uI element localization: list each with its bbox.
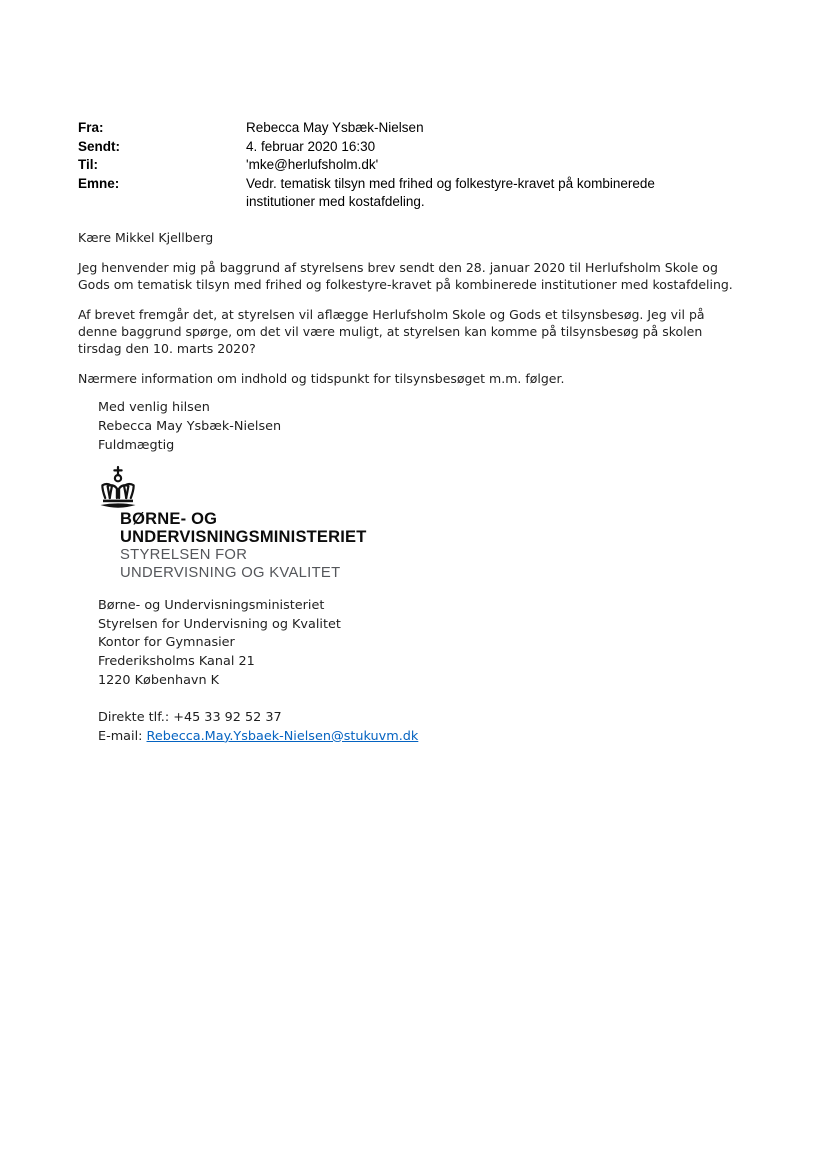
header-row-to — [78, 156, 718, 175]
ministry-name-line-2: UNDERVISNINGSMINISTERIET — [120, 527, 367, 546]
contact-agency: Styrelsen for Undervisning og Kvalitet — [98, 616, 341, 632]
contact-address-block — [98, 597, 341, 691]
signature-closing: Med venlig hilsen — [98, 400, 210, 415]
agency-name-line-2: UNDERVISNING OG KVALITET — [120, 564, 341, 581]
paragraph-1-line-2: Gods om tematisk tilsyn med frihed og folkestyre-kravet på kombinerede institutioner med kostafdeling. — [78, 277, 733, 292]
paragraph-3-line-1: Nærmere information om indhold og tidspunkt for tilsynsbesøget m.m. følger. — [78, 371, 565, 386]
from-label: Fra: — [78, 120, 104, 135]
paragraph-1 — [78, 259, 788, 293]
paragraph-2-line-1: Af brevet fremgår det, at styrelsen vil aflægge Herlufsholm Skole og Gods et tilsynsbesøg. Jeg vil på — [78, 307, 705, 322]
to-value: 'mke@herlufsholm.dk' — [246, 157, 379, 173]
header-row-from — [78, 119, 718, 138]
ministry-logotype — [120, 511, 367, 582]
phone-line: Direkte tlf.: +45 33 92 52 37 — [98, 710, 282, 725]
email-body — [78, 229, 788, 400]
subject-value: Vedr. tematisk tilsyn med frihed og folkestyre-kravet på kombinerede institutioner med kostafdeling. — [246, 175, 655, 210]
email-link[interactable]: Rebecca.May.Ysbaek-Nielsen@stukuvm.dk — [146, 728, 419, 744]
paragraph-2-line-2: denne baggrund spørge, om det vil være muligt, at styrelsen kan komme på tilsynsbesøg på skolen — [78, 324, 703, 339]
contact-office: Kontor for Gymnasier — [98, 635, 235, 651]
email-label: E-mail: — [98, 728, 147, 744]
contact-org: Børne- og Undervisningsministeriet — [98, 598, 325, 613]
agency-name-line-1: STYRELSEN FOR — [120, 547, 248, 563]
ministry-name-line-1: BØRNE- OG — [120, 510, 218, 528]
signature-block — [98, 398, 281, 456]
paragraph-2 — [78, 306, 788, 357]
contact-city: 1220 København K — [98, 672, 220, 688]
email-line — [98, 728, 418, 747]
sent-label: Sendt: — [78, 138, 120, 154]
to-label: Til: — [78, 157, 98, 173]
contact-street: Frederiksholms Kanal 21 — [98, 654, 255, 670]
paragraph-1-line-1: Jeg henvender mig på baggrund af styrelsens brev sendt den 28. januar 2020 til Herlufsholm Skole og — [78, 260, 718, 275]
from-value: Rebecca May Ysbæk-Nielsen — [246, 120, 424, 135]
contact-phone-email-block — [98, 709, 418, 746]
header-row-sent — [78, 138, 718, 157]
greeting-line: Kære Mikkel Kjellberg — [78, 230, 214, 245]
subject-label: Emne: — [78, 175, 120, 191]
sent-value: 4. februar 2020 16:30 — [246, 138, 376, 154]
signature-name: Rebecca May Ysbæk-Nielsen — [98, 419, 282, 435]
paragraph-2-line-3: tirsdag den 10. marts 2020? — [78, 341, 256, 356]
signature-title: Fuldmægtig — [98, 438, 175, 454]
paragraph-3 — [78, 370, 788, 387]
header-row-subject — [78, 175, 718, 212]
email-header-block — [78, 119, 718, 212]
